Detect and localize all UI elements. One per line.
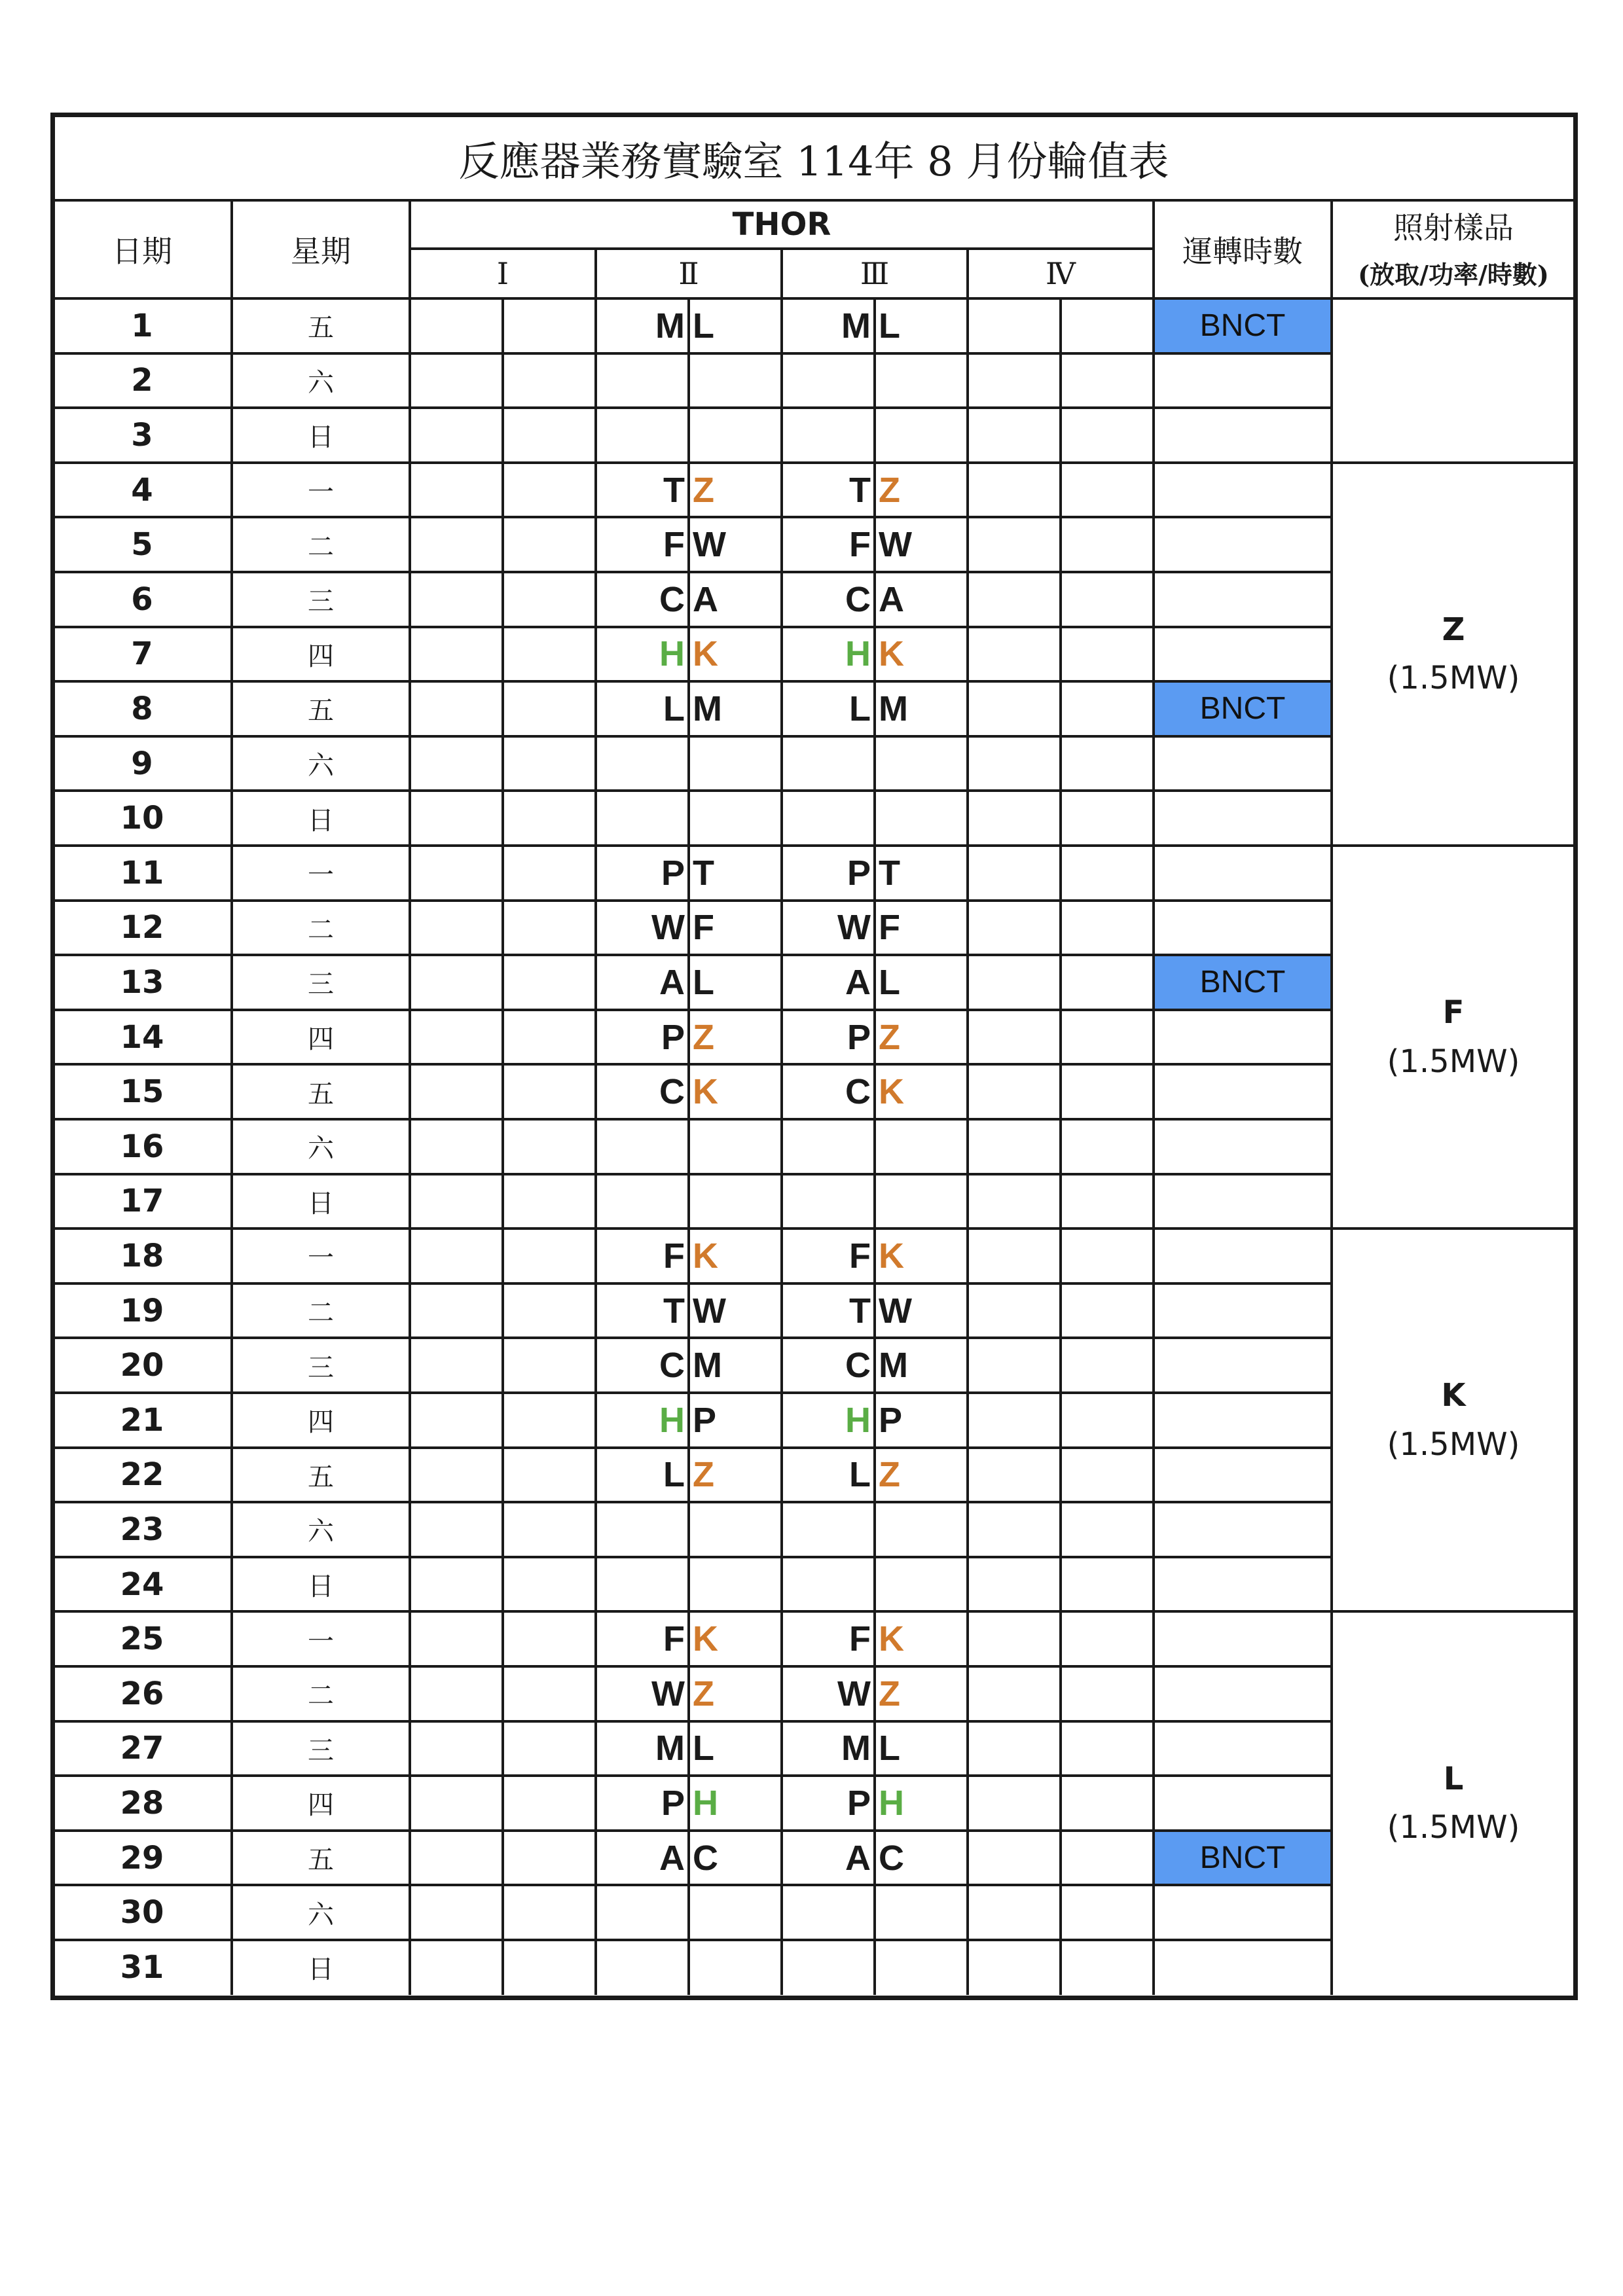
date-cell: 6 xyxy=(131,581,153,618)
weekday-cell: 六 xyxy=(308,1134,334,1164)
weekday-cell: 三 xyxy=(308,969,334,1000)
weekday-cell: 日 xyxy=(308,1571,334,1602)
runtime-bnct-badge: BNCT xyxy=(1155,956,1330,1009)
runtime-bnct-badge: BNCT xyxy=(1155,300,1330,352)
date-cell: 12 xyxy=(120,909,164,946)
reactor-iii-code-b: W xyxy=(879,525,912,565)
sample-power: (1.5MW) xyxy=(1387,660,1520,697)
reactor-iii-code-a: T xyxy=(849,470,871,510)
date-cell: 9 xyxy=(131,745,153,782)
date-cell: 27 xyxy=(120,1730,164,1767)
body-column-divider xyxy=(1152,298,1155,1995)
date-cell: 25 xyxy=(120,1621,164,1658)
reactor-iii-code-b: K xyxy=(879,1072,904,1112)
weekday-cell: 六 xyxy=(308,367,334,398)
reactor-ii-code-b: Z xyxy=(693,1455,714,1495)
date-cell: 20 xyxy=(120,1347,164,1384)
reactor-iii-code-b: P xyxy=(879,1400,903,1440)
reactor-iii-code-a: F xyxy=(849,525,871,565)
reactor-ii-code-b: Z xyxy=(693,470,714,510)
reactor-ii-code-a: C xyxy=(659,1346,685,1386)
irradiation-sample-cell xyxy=(1332,846,1575,1229)
header-runtime: 運轉時數 xyxy=(1182,234,1303,269)
reactor-ii-code-a: C xyxy=(659,579,685,619)
date-cell: 19 xyxy=(120,1292,164,1329)
runtime-bnct-badge: BNCT xyxy=(1155,683,1330,735)
date-cell: 2 xyxy=(131,362,153,399)
reactor-iii-code-a: P xyxy=(847,1783,871,1823)
header-sample-title: 照射樣品 xyxy=(1393,210,1514,245)
header-column-divider xyxy=(230,200,233,298)
reactor-iii-code-a: L xyxy=(849,1455,871,1495)
reactor-iii-code-a: C xyxy=(845,1346,871,1386)
weekday-cell: 一 xyxy=(308,1626,334,1657)
reactor-ii-code-a: C xyxy=(659,1072,685,1112)
header-column-divider xyxy=(409,200,411,298)
reactor-iii-code-b: T xyxy=(879,853,900,893)
irradiation-sample-cell xyxy=(1332,298,1575,463)
date-cell: 4 xyxy=(131,471,153,509)
weekday-cell: 五 xyxy=(308,1079,334,1109)
sample-power: (1.5MW) xyxy=(1387,1043,1520,1080)
reactor-header-divider xyxy=(780,247,783,298)
reactor-iii-code-a: M xyxy=(841,1729,871,1768)
date-cell: 26 xyxy=(120,1675,164,1712)
irradiation-sample-cell xyxy=(1332,1229,1575,1611)
sample-code: L xyxy=(1443,1760,1464,1797)
date-cell: 30 xyxy=(120,1894,164,1931)
weekday-cell: 四 xyxy=(308,1790,334,1821)
weekday-cell: 四 xyxy=(308,1024,334,1055)
reactor-ii-code-b: T xyxy=(693,853,714,893)
page-title: 反應器業務實驗室 114年 8 月份輪值表 xyxy=(458,137,1169,185)
header-column-divider xyxy=(1152,200,1155,298)
date-cell: 21 xyxy=(120,1401,164,1439)
reactor-iii-code-a: C xyxy=(845,579,871,619)
reactor-iii-code-a: H xyxy=(845,1400,871,1440)
date-cell: 29 xyxy=(120,1839,164,1876)
reactor-ii-code-a: W xyxy=(651,908,685,948)
date-cell: 23 xyxy=(120,1511,164,1548)
reactor-ii-code-b: K xyxy=(693,634,718,674)
reactor-ii-code-b: L xyxy=(693,306,714,346)
header-column-divider xyxy=(1330,200,1333,298)
reactor-ii-code-a: H xyxy=(659,634,685,674)
reactor-iii-code-b: W xyxy=(879,1291,912,1331)
irradiation-sample-cell xyxy=(1332,1611,1575,1994)
weekday-cell: 日 xyxy=(308,805,334,836)
weekday-cell: 二 xyxy=(308,914,334,945)
reactor-ii-code-a: A xyxy=(659,1838,685,1878)
sample-power: (1.5MW) xyxy=(1387,1808,1520,1846)
weekday-cell: 五 xyxy=(308,313,334,344)
sample-code: Z xyxy=(1442,611,1465,648)
reactor-ii-code-b: K xyxy=(693,1619,718,1659)
reactor-ii-code-b: M xyxy=(693,1346,722,1386)
date-cell: 7 xyxy=(131,636,153,673)
reactor-iii-code-b: Z xyxy=(879,1455,900,1495)
reactor-ii-code-b: W xyxy=(693,1291,726,1331)
date-cell: 17 xyxy=(120,1183,164,1220)
reactor-iii-code-a: P xyxy=(847,1017,871,1057)
reactor-ii-code-b: K xyxy=(693,1236,718,1276)
date-cell: 5 xyxy=(131,526,153,564)
reactor-ii-code-a: L xyxy=(663,689,685,728)
reactor-iii-code-a: M xyxy=(841,306,871,346)
date-cell: 10 xyxy=(120,800,164,837)
reactor-iii-code-b: H xyxy=(879,1783,904,1823)
reactor-iii-code-b: Z xyxy=(879,1017,900,1057)
weekday-cell: 三 xyxy=(308,1735,334,1766)
reactor-iii-code-a: H xyxy=(845,634,871,674)
reactor-ii-code-a: M xyxy=(655,306,685,346)
reactor-iii-code-a: A xyxy=(845,1838,871,1878)
weekday-cell: 二 xyxy=(308,1298,334,1329)
reactor-ii-code-b: M xyxy=(693,689,722,728)
reactor-ii-code-a: W xyxy=(651,1674,685,1713)
reactor-iii-code-a: C xyxy=(845,1072,871,1112)
weekday-cell: 四 xyxy=(308,641,334,672)
reactor-header-divider xyxy=(594,247,597,298)
header-sample-sub: (放取/功率/時數) xyxy=(1358,259,1549,289)
weekday-cell: 一 xyxy=(308,1243,334,1274)
reactor-ii-code-a: F xyxy=(663,1236,685,1276)
header-reactor-iv: Ⅳ xyxy=(1046,256,1076,291)
weekday-cell: 六 xyxy=(308,1899,334,1930)
reactor-ii-code-b: C xyxy=(693,1838,718,1878)
reactor-iii-code-b: L xyxy=(879,306,900,346)
sample-code: K xyxy=(1441,1377,1466,1414)
reactor-iii-code-b: L xyxy=(879,962,900,1002)
header-reactor-i: Ⅰ xyxy=(496,256,509,291)
weekday-cell: 日 xyxy=(308,1188,334,1219)
date-cell: 28 xyxy=(120,1784,164,1821)
reactor-ii-code-b: Z xyxy=(693,1017,714,1057)
sample-power: (1.5MW) xyxy=(1387,1426,1520,1463)
weekday-cell: 日 xyxy=(308,422,334,453)
reactor-ii-code-b: A xyxy=(693,579,718,619)
reactor-iii-code-b: K xyxy=(879,1619,904,1659)
reactor-ii-code-a: T xyxy=(663,470,685,510)
date-cell: 31 xyxy=(120,1948,164,1986)
reactor-iii-code-a: W xyxy=(837,1674,871,1713)
reactor-ii-code-b: L xyxy=(693,962,714,1002)
weekday-cell: 二 xyxy=(308,531,334,562)
date-cell: 13 xyxy=(120,963,164,1001)
reactor-ii-code-a: F xyxy=(663,525,685,565)
reactor-ii-code-a: P xyxy=(661,853,685,893)
date-cell: 15 xyxy=(120,1073,164,1111)
runtime-bnct-badge: BNCT xyxy=(1155,1832,1330,1884)
reactor-iii-code-b: K xyxy=(879,1236,904,1276)
reactor-ii-code-a: P xyxy=(661,1017,685,1057)
weekday-cell: 五 xyxy=(308,1462,334,1492)
date-cell: 22 xyxy=(120,1456,164,1494)
weekday-cell: 五 xyxy=(308,696,334,726)
weekday-cell: 六 xyxy=(308,751,334,781)
weekday-cell: 四 xyxy=(308,1407,334,1438)
date-cell: 16 xyxy=(120,1128,164,1165)
date-cell: 11 xyxy=(120,854,164,891)
header-weekday: 星期 xyxy=(291,234,351,269)
reactor-iii-code-a: P xyxy=(847,853,871,893)
weekday-cell: 一 xyxy=(308,477,334,508)
reactor-ii-code-b: L xyxy=(693,1729,714,1768)
weekday-cell: 五 xyxy=(308,1845,334,1876)
reactor-ii-code-b: P xyxy=(693,1400,717,1440)
date-cell: 24 xyxy=(120,1566,164,1603)
irradiation-sample-cell xyxy=(1332,463,1575,846)
weekday-cell: 日 xyxy=(308,1954,334,1985)
reactor-iii-code-b: M xyxy=(879,689,908,728)
reactor-iii-code-a: L xyxy=(849,689,871,728)
reactor-iii-code-b: A xyxy=(879,579,904,619)
header-date: 日期 xyxy=(112,234,172,269)
date-cell: 8 xyxy=(131,690,153,727)
weekday-cell: 三 xyxy=(308,586,334,617)
date-cell: 14 xyxy=(120,1018,164,1056)
body-column-divider xyxy=(501,298,504,1995)
reactor-iii-code-a: T xyxy=(849,1291,871,1331)
reactor-iii-code-b: K xyxy=(879,634,904,674)
date-cell: 18 xyxy=(120,1237,164,1274)
date-cell: 1 xyxy=(131,307,153,344)
reactor-header-divider xyxy=(966,247,969,298)
reactor-ii-code-a: M xyxy=(655,1729,685,1768)
reactor-iii-code-b: Z xyxy=(879,1674,900,1713)
header-reactor-iii: Ⅲ xyxy=(860,256,890,291)
header-reactor-ii: Ⅱ xyxy=(678,256,699,291)
reactor-ii-code-a: A xyxy=(659,962,685,1002)
reactor-ii-code-b: K xyxy=(693,1072,718,1112)
title-divider xyxy=(52,199,1575,202)
reactor-ii-code-b: H xyxy=(693,1783,718,1823)
reactor-iii-code-a: F xyxy=(849,1236,871,1276)
weekday-cell: 三 xyxy=(308,1352,334,1383)
reactor-iii-code-b: C xyxy=(879,1838,904,1878)
reactor-ii-code-a: L xyxy=(663,1455,685,1495)
weekday-cell: 一 xyxy=(308,860,334,891)
reactor-iii-code-b: M xyxy=(879,1346,908,1386)
body-column-divider xyxy=(1059,298,1062,1995)
reactor-iii-code-b: Z xyxy=(879,470,900,510)
reactor-ii-code-a: T xyxy=(663,1291,685,1331)
sample-code: F xyxy=(1442,994,1465,1031)
reactor-iii-code-a: F xyxy=(849,1619,871,1659)
reactor-ii-code-b: F xyxy=(693,908,714,948)
weekday-cell: 二 xyxy=(308,1681,334,1712)
reactor-iii-code-a: W xyxy=(837,908,871,948)
reactor-ii-code-a: F xyxy=(663,1619,685,1659)
date-cell: 3 xyxy=(131,416,153,454)
reactor-iii-code-b: L xyxy=(879,1729,900,1768)
reactor-ii-code-b: W xyxy=(693,525,726,565)
reactor-ii-code-a: H xyxy=(659,1400,685,1440)
reactor-iii-code-a: A xyxy=(845,962,871,1002)
reactor-iii-code-b: F xyxy=(879,908,900,948)
reactor-ii-code-a: P xyxy=(661,1783,685,1823)
reactor-ii-code-b: Z xyxy=(693,1674,714,1713)
weekday-cell: 六 xyxy=(308,1516,334,1547)
header-thor: THOR xyxy=(732,206,831,243)
